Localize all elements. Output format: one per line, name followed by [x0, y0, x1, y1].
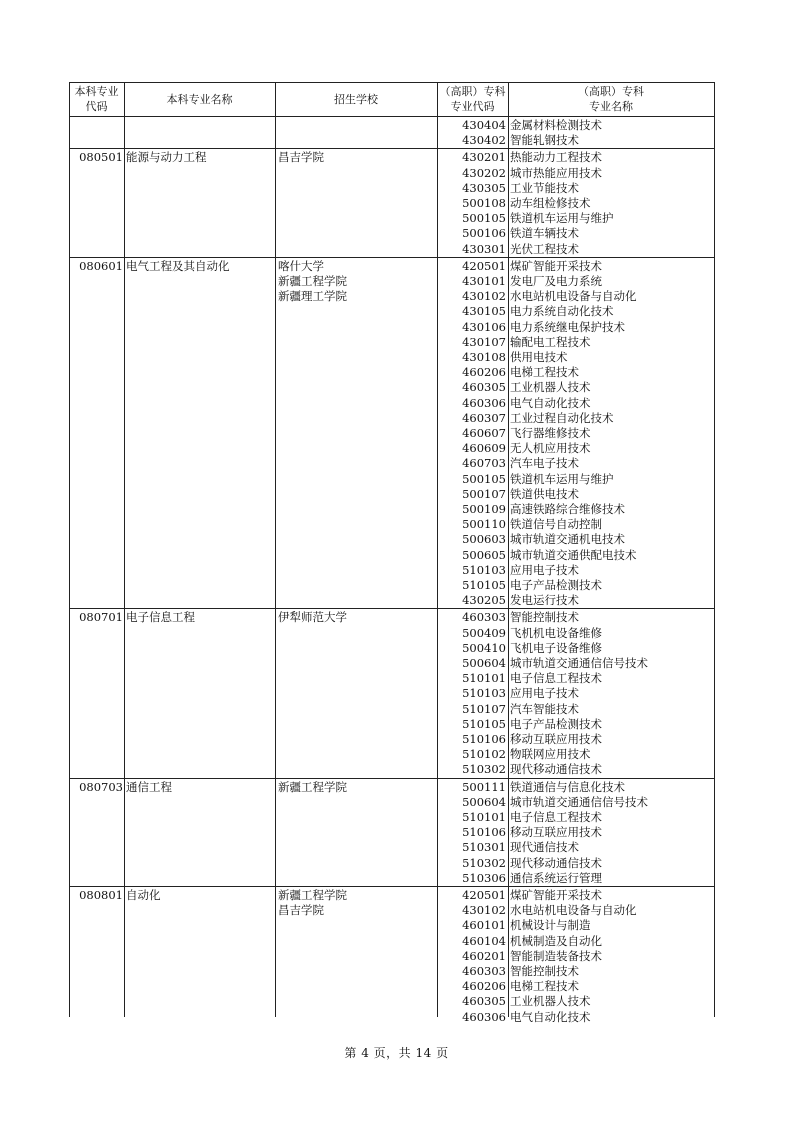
group-divider [69, 886, 715, 887]
vocational-major-code: 420501 [462, 258, 506, 273]
undergrad-major-code: 080601 [79, 258, 123, 273]
vocational-major-name: 应用电子技术 [510, 686, 579, 701]
vocational-major-code: 460607 [462, 426, 506, 440]
vocational-major-name: 城市轨道交通通信信号技术 [510, 656, 648, 670]
vocational-major-name: 机械制造及自动化 [510, 933, 602, 948]
vocational-major-name: 水电站机电设备与自动化 [510, 903, 637, 918]
vocational-major-name: 电子产品检测技术 [510, 578, 602, 592]
vocational-major-code: 500410 [462, 640, 506, 655]
vocational-major-name: 电气自动化技术 [510, 1009, 591, 1024]
vocational-major-code: 500604 [462, 656, 506, 670]
group-divider [69, 608, 715, 609]
header-text: （高职）专科 [578, 85, 644, 98]
vocational-major-code: 460305 [462, 994, 506, 1009]
vocational-major-name: 工业过程自动化技术 [510, 410, 614, 425]
vocational-major-name: 飞行器维修技术 [510, 426, 591, 440]
header-undergrad-name [124, 82, 275, 116]
vocational-major-name: 汽车电子技术 [510, 456, 579, 471]
vocational-major-code: 460307 [462, 410, 506, 425]
vocational-major-name: 智能控制技术 [510, 964, 579, 978]
vocational-major-code: 510101 [462, 810, 506, 824]
vocational-major-name: 电子信息工程技术 [510, 671, 602, 686]
vocational-major-name: 工业机器人技术 [510, 994, 591, 1009]
vocational-major-code: 430101 [462, 274, 506, 288]
vocational-major-name: 工业机器人技术 [510, 380, 591, 395]
header-undergrad-code [69, 82, 124, 116]
undergrad-major-code: 080701 [79, 610, 123, 625]
vocational-major-code: 500111 [462, 779, 506, 794]
vocational-major-code: 500106 [462, 226, 506, 241]
vocational-major-name: 发电运行技术 [510, 593, 579, 608]
vocational-major-code: 460703 [462, 456, 506, 471]
vocational-major-name: 城市轨道交通供配电技术 [510, 547, 637, 562]
school-name: 新疆工程学院 [278, 779, 347, 794]
vocational-major-code: 500105 [462, 471, 506, 486]
vocational-major-code: 460101 [462, 918, 506, 933]
vocational-major-name: 移动互联应用技术 [510, 732, 602, 746]
vocational-major-code: 430106 [462, 319, 506, 334]
vocational-major-code: 460306 [462, 395, 506, 410]
group-divider [69, 148, 715, 149]
vocational-major-name: 铁道供电技术 [510, 486, 579, 501]
vocational-major-code: 430107 [462, 334, 506, 349]
header-text: （高职）专科 [439, 85, 506, 98]
vocational-major-name: 动车组检修技术 [510, 196, 591, 210]
vocational-major-name: 电气自动化技术 [510, 395, 591, 410]
vocational-major-name: 电力系统自动化技术 [510, 304, 614, 319]
vocational-major-name: 供用电技术 [510, 350, 568, 364]
vocational-major-code: 460206 [462, 979, 506, 994]
table-left-border [69, 82, 70, 1017]
major-table [69, 82, 715, 1024]
vocational-major-code: 460305 [462, 380, 506, 395]
vocational-major-code: 510102 [462, 747, 506, 762]
vocational-major-name: 电梯工程技术 [510, 365, 579, 380]
vocational-major-code: 430301 [462, 241, 506, 256]
vocational-major-code: 430102 [462, 903, 506, 918]
vocational-major-name: 煤矿智能开采技术 [510, 888, 602, 902]
vocational-major-name: 智能轧钢技术 [510, 133, 579, 148]
header-text: 专业名称 [589, 100, 633, 113]
school-name: 昌吉学院 [278, 903, 324, 918]
vocational-major-code: 500105 [462, 211, 506, 226]
vocational-major-name: 铁道信号自动控制 [510, 517, 602, 532]
header-text: 代码 [85, 100, 108, 113]
vocational-major-name: 工业节能技术 [510, 180, 579, 195]
school-name: 新疆理工学院 [278, 289, 347, 304]
header-bottom-border [69, 116, 715, 117]
vocational-major-name: 智能控制技术 [510, 610, 579, 625]
vocational-major-name: 机械设计与制造 [510, 918, 591, 933]
vocational-major-code: 420501 [462, 888, 506, 902]
vocational-major-code: 510105 [462, 716, 506, 731]
vocational-major-code: 500107 [462, 486, 506, 501]
vocational-major-code: 500110 [462, 517, 506, 532]
column-divider [124, 82, 125, 1017]
vocational-major-name: 通信系统运行管理 [510, 870, 602, 885]
vocational-major-code: 510103 [462, 562, 506, 577]
vocational-major-code: 510105 [462, 578, 506, 592]
vocational-major-name: 城市热能应用技术 [510, 165, 602, 180]
vocational-major-name: 汽车智能技术 [510, 701, 579, 716]
header-school [275, 82, 437, 116]
table-right-border [714, 82, 715, 1017]
vocational-major-name: 现代通信技术 [510, 840, 579, 855]
vocational-major-name: 煤矿智能开采技术 [510, 258, 602, 273]
vocational-major-name: 水电站机电设备与自动化 [510, 289, 637, 304]
vocational-major-name: 应用电子技术 [510, 562, 579, 577]
vocational-major-code: 430402 [462, 133, 506, 148]
header-vocational-name [508, 82, 714, 116]
vocational-major-code: 500605 [462, 547, 506, 562]
column-divider [275, 82, 276, 1017]
vocational-major-name: 高速铁路综合维修技术 [510, 502, 625, 516]
vocational-major-name: 电子产品检测技术 [510, 716, 602, 731]
vocational-major-code: 510106 [462, 825, 506, 840]
school-name: 昌吉学院 [278, 150, 324, 165]
vocational-major-name: 输配电工程技术 [510, 334, 591, 349]
vocational-major-code: 430102 [462, 289, 506, 304]
vocational-major-code: 500108 [462, 196, 506, 210]
school-name: 喀什大学 [278, 258, 324, 273]
vocational-major-name: 电力系统继电保护技术 [510, 319, 625, 334]
vocational-major-code: 430202 [462, 165, 506, 180]
header-text: 专业代码 [450, 100, 495, 113]
vocational-major-name: 物联网应用技术 [510, 747, 591, 762]
vocational-major-name: 铁道机车运用与维护 [510, 471, 614, 486]
vocational-major-code: 460104 [462, 933, 506, 948]
vocational-major-code: 430205 [462, 593, 506, 608]
group-divider [69, 257, 715, 258]
undergrad-major-code: 080801 [79, 888, 123, 902]
vocational-major-code: 510107 [462, 701, 506, 716]
undergrad-major-name: 通信工程 [126, 779, 172, 794]
header-vocational-code [437, 82, 508, 116]
vocational-major-name: 电子信息工程技术 [510, 810, 602, 824]
vocational-major-code: 500604 [462, 794, 506, 809]
vocational-major-code: 460609 [462, 441, 506, 456]
vocational-major-code: 430305 [462, 180, 506, 195]
vocational-major-code: 510302 [462, 855, 506, 870]
vocational-major-name: 无人机应用技术 [510, 441, 591, 456]
vocational-major-code: 430201 [462, 150, 506, 165]
vocational-major-code: 460201 [462, 948, 506, 963]
vocational-major-name: 现代移动通信技术 [510, 762, 602, 777]
group-divider [69, 778, 715, 779]
vocational-major-name: 现代移动通信技术 [510, 855, 602, 870]
vocational-major-name: 移动互联应用技术 [510, 825, 602, 840]
vocational-major-name: 铁道机车运用与维护 [510, 211, 614, 226]
page-footer: 第 4 页，共 14 页 [344, 1046, 449, 1060]
vocational-major-name: 智能制造装备技术 [510, 948, 602, 963]
header-text: 本科专业 [74, 85, 119, 98]
vocational-major-name: 光伏工程技术 [510, 241, 579, 256]
undergrad-major-name: 能源与动力工程 [126, 150, 207, 165]
vocational-major-code: 500409 [462, 625, 506, 640]
header-text: 招生学校 [334, 92, 378, 106]
vocational-major-code: 510106 [462, 732, 506, 746]
vocational-major-name: 电梯工程技术 [510, 979, 579, 994]
column-divider [508, 82, 509, 1017]
vocational-major-code: 460303 [462, 964, 506, 978]
vocational-major-code: 500109 [462, 502, 506, 516]
vocational-major-code: 430108 [462, 350, 506, 364]
vocational-major-code: 510301 [462, 840, 506, 855]
vocational-major-name: 城市轨道交通通信信号技术 [510, 794, 648, 809]
vocational-major-code: 460306 [462, 1009, 506, 1024]
vocational-major-name: 铁道通信与信息化技术 [510, 779, 625, 794]
vocational-major-code: 510302 [462, 762, 506, 777]
school-name: 伊犁师范大学 [278, 610, 347, 625]
vocational-major-code: 500603 [462, 532, 506, 547]
header-text: 本科专业名称 [166, 92, 233, 106]
undergrad-major-name: 电子信息工程 [126, 610, 195, 625]
vocational-major-code: 460303 [462, 610, 506, 625]
vocational-major-name: 飞机电子设备维修 [510, 640, 602, 655]
undergrad-major-code: 080501 [79, 150, 123, 165]
undergrad-major-name: 电气工程及其自动化 [126, 258, 230, 273]
vocational-major-name: 铁道车辆技术 [510, 226, 579, 241]
vocational-major-code: 430404 [462, 118, 506, 132]
vocational-major-name: 热能动力工程技术 [510, 150, 602, 165]
undergrad-major-code: 080703 [79, 779, 123, 794]
vocational-major-code: 510306 [462, 870, 506, 885]
school-name: 新疆工程学院 [278, 888, 347, 902]
vocational-major-code: 510101 [462, 671, 506, 686]
vocational-major-name: 飞机机电设备维修 [510, 625, 602, 640]
vocational-major-code: 460206 [462, 365, 506, 380]
undergrad-major-name: 自动化 [126, 888, 161, 902]
school-name: 新疆工程学院 [278, 274, 347, 288]
vocational-major-name: 金属材料检测技术 [510, 118, 602, 132]
vocational-major-name: 城市轨道交通机电技术 [510, 532, 625, 547]
vocational-major-name: 发电厂及电力系统 [510, 274, 602, 288]
vocational-major-code: 510103 [462, 686, 506, 701]
vocational-major-code: 430105 [462, 304, 506, 319]
